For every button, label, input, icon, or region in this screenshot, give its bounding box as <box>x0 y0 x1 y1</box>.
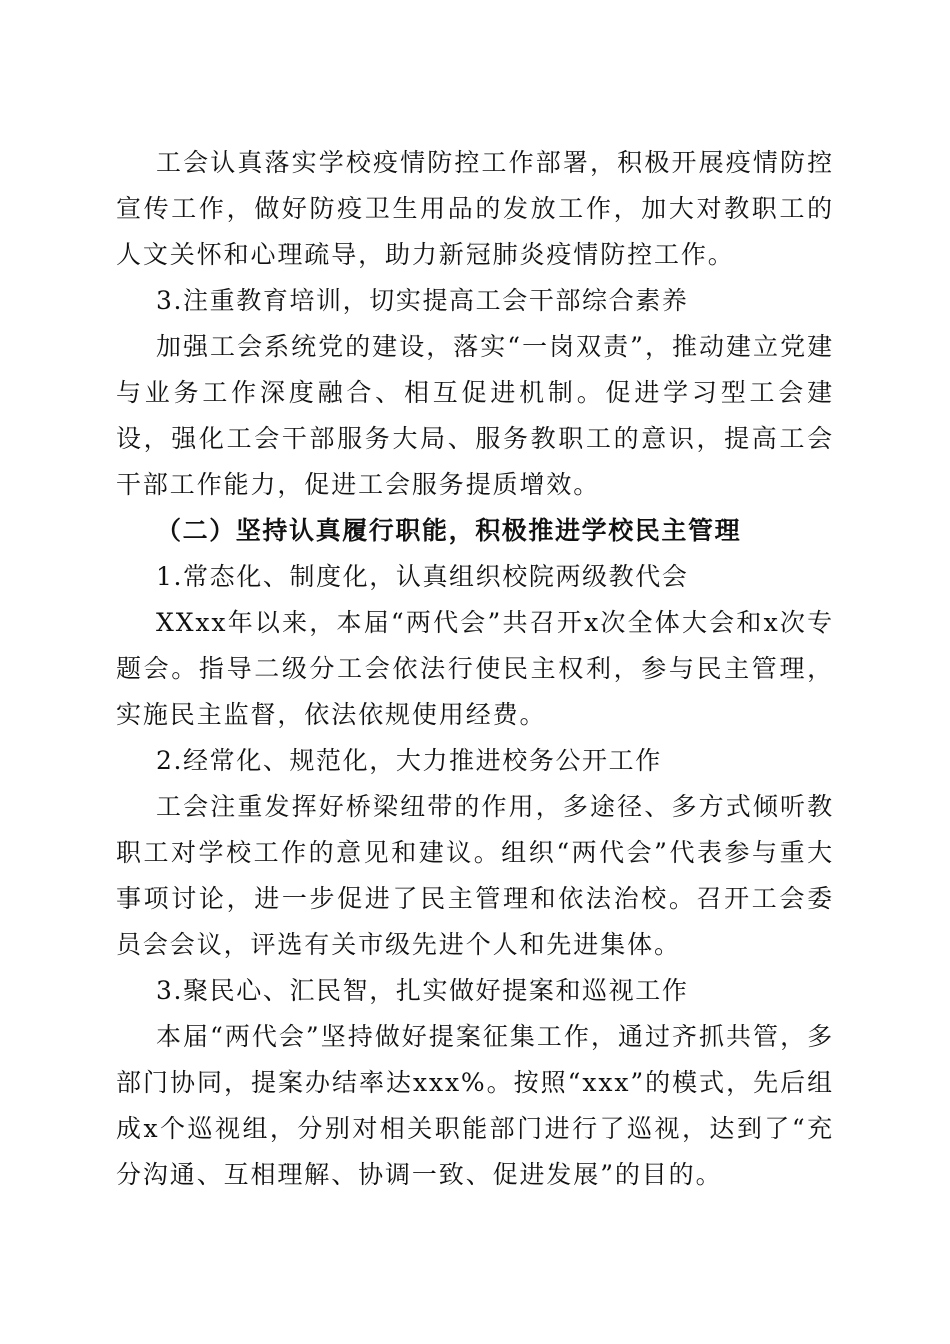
paragraph-staff-congress: XXxx年以来，本届“两代会”共召开x次全体大会和x次专题会。指导二级分工会依法行使民主权利，参与民主管理，实施民主监督，依法依规使用经费。 <box>116 608 834 729</box>
paragraph-school-affairs-openness: 工会注重发挥好桥梁纽带的作用，多途径、多方式倾听教职工对学校工作的意见和建议。组织“两代会”代表参与重大事项讨论，进一步促进了民主管理和依法治校。召开工会委员会会议，评选有关市级先进个人和先进集体。 <box>116 792 834 959</box>
heading-school-affairs-openness: 2.经常化、规范化，大力推进校务公开工作 <box>156 746 662 775</box>
heading-staff-congress: 1.常态化、制度化，认真组织校院两级教代会 <box>156 562 689 591</box>
paragraph-proposals-inspection: 本届“两代会”坚持做好提案征集工作，通过齐抓共管，多部门协同，提案办结率达xxx%。按照“xxx”的模式，先后组成x个巡视组，分别对相关职能部门进行了巡视，达到了“充分沟通、互相理解、协调一致、促进发展”的目的。 <box>116 1022 834 1189</box>
heading-education-training: 3.注重教育培训，切实提高工会干部综合素养 <box>156 286 689 315</box>
paragraph-party-building: 加强工会系统党的建设，落实“一岗双责”，推动建立党建与业务工作深度融合、相互促进机制。促进学习型工会建设，强化工会干部服务大局、服务教职工的意识，提高工会干部工作能力，促进工会服务提质增效。 <box>116 332 834 499</box>
section-heading-democratic-management: （二）坚持认真履行职能，积极推进学校民主管理 <box>156 516 742 545</box>
heading-proposals-inspection: 3.聚民心、汇民智，扎实做好提案和巡视工作 <box>156 976 689 1005</box>
paragraph-epidemic-prevention: 工会认真落实学校疫情防控工作部署，积极开展疫情防控宣传工作，做好防疫卫生用品的发放工作，加大对教职工的人文关怀和心理疏导，助力新冠肺炎疫情防控工作。 <box>116 148 834 269</box>
document-body <box>116 140 834 1198</box>
